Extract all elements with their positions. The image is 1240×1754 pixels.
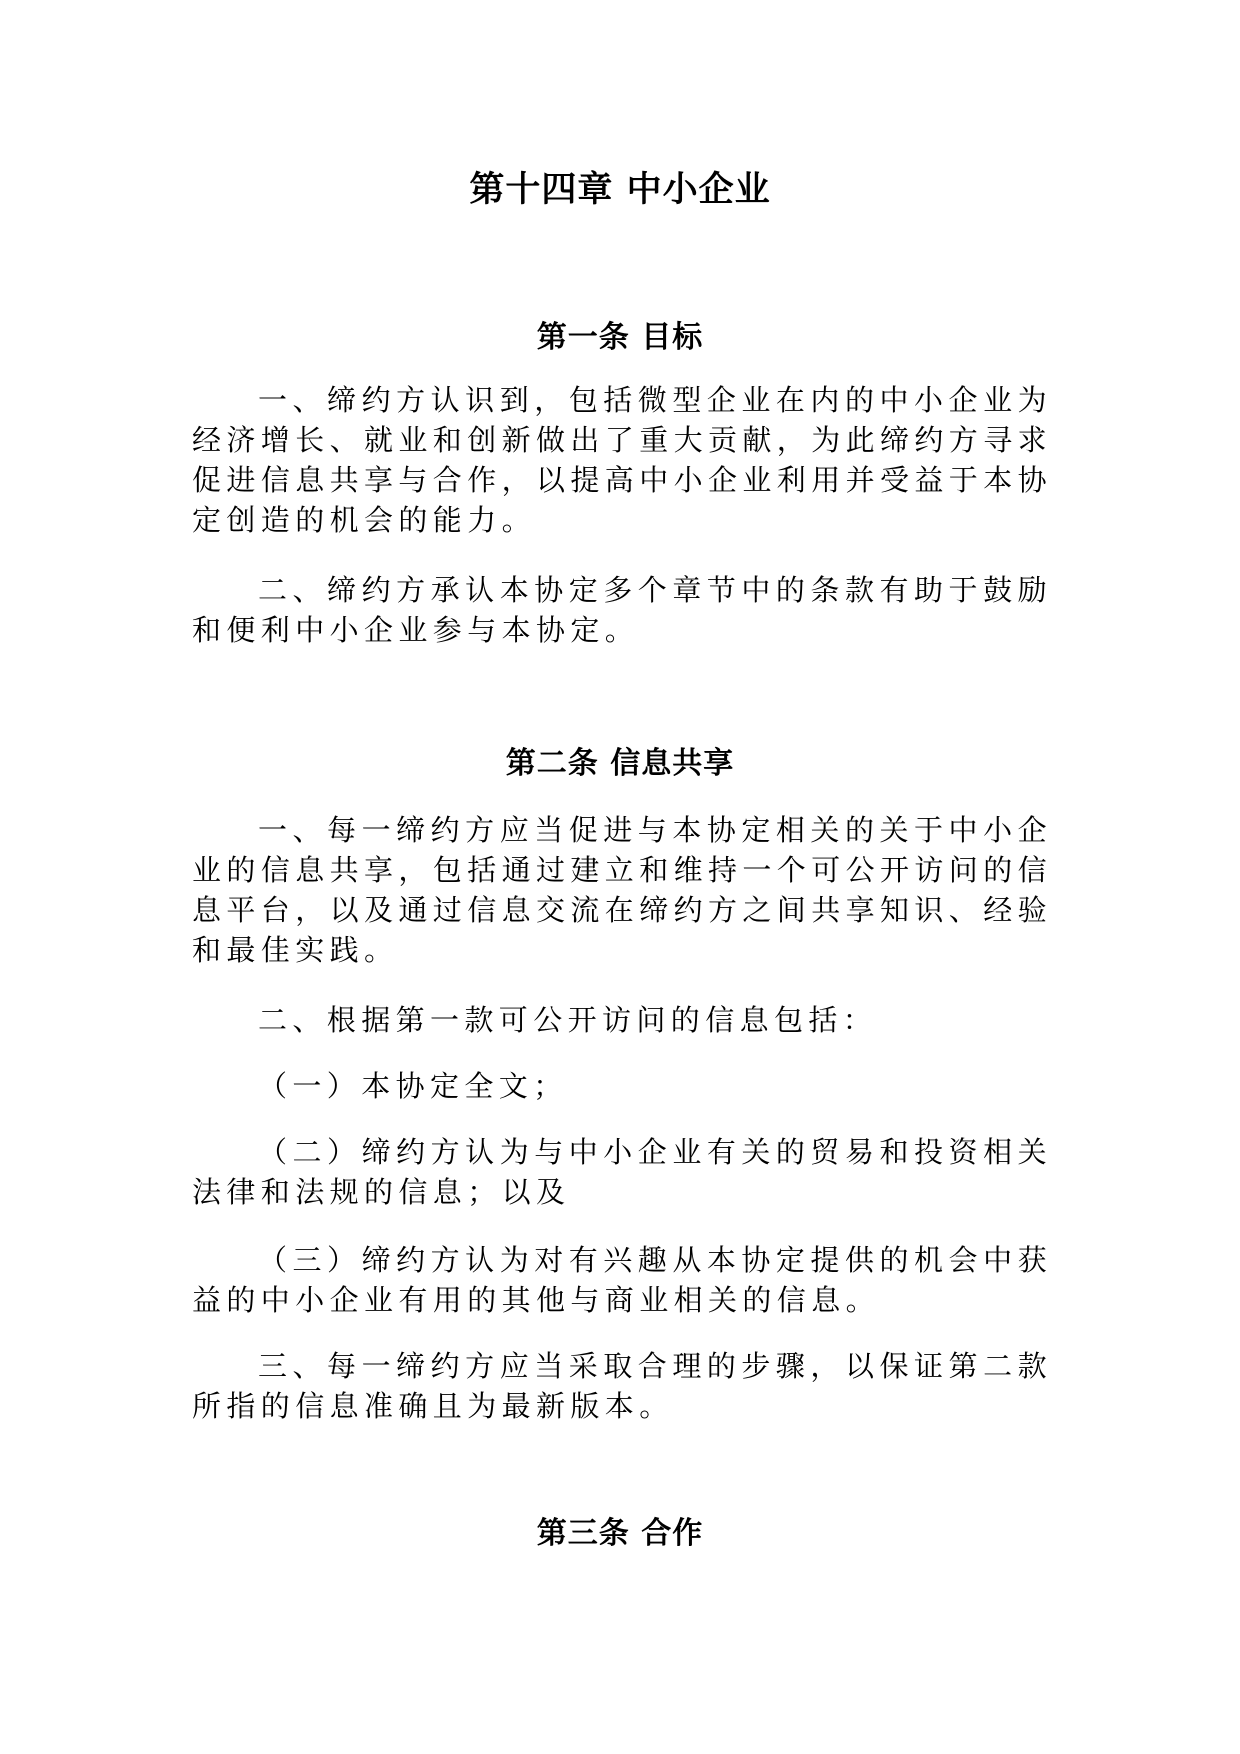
article-1-paragraph-1: 一、缔约方认识到，包括微型企业在内的中小企业为经济增长、就业和创新做出了重大贡献，为此缔约方寻求促进信息共享与合作，以提高中小企业利用并受益于本协定创造的机会的能力。 bbox=[192, 383, 1053, 537]
article-2-paragraph-1: 一、每一缔约方应当促进与本协定相关的关于中小企业的信息共享，包括通过建立和维持一个可公开访问的信息平台，以及通过信息交流在缔约方之间共享知识、经验和最佳实践。 bbox=[192, 813, 1053, 967]
article-2-title: 第二条 信息共享 bbox=[505, 746, 735, 781]
article-3-title: 第三条 合作 bbox=[536, 1516, 704, 1551]
article-2-item-1: （一）本协定全文； bbox=[258, 1069, 568, 1103]
chapter-title: 第十四章 中小企业 bbox=[469, 170, 771, 210]
article-2-paragraph-2: 二、根据第一款可公开访问的信息包括： bbox=[258, 1003, 878, 1037]
article-2-item-2: （二）缔约方认为与中小企业有关的贸易和投资相关法律和法规的信息；以及 bbox=[192, 1135, 1052, 1209]
article-2-item-3: （三）缔约方认为对有兴趣从本协定提供的机会中获益的中小企业有用的其他与商业相关的信息。 bbox=[192, 1243, 1052, 1317]
article-2-paragraph-3: 三、每一缔约方应当采取合理的步骤，以保证第二款所指的信息准确且为最新版本。 bbox=[192, 1349, 1052, 1423]
article-1-paragraph-2: 二、缔约方承认本协定多个章节中的条款有助于鼓励和便利中小企业参与本协定。 bbox=[192, 573, 1052, 647]
article-1-title: 第一条 目标 bbox=[536, 320, 704, 355]
